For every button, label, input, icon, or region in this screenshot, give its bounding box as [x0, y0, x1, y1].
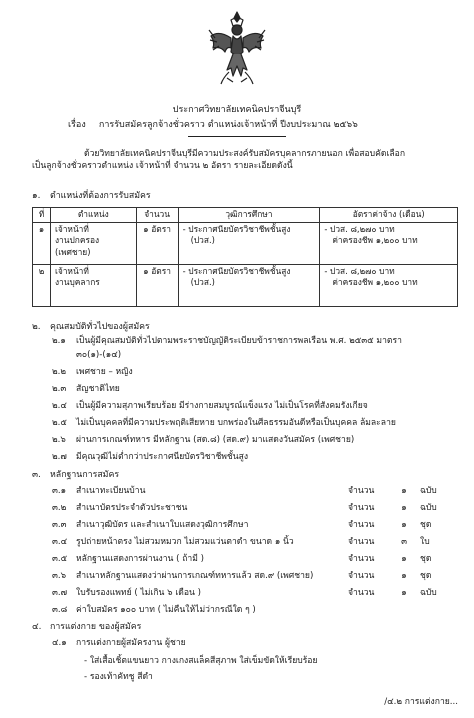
document-item: ๓.๕ หลักฐานแสดงการผ่านงาน ( ถ้ามี ) จำนวน ๑ ชุด: [52, 554, 432, 564]
row-no: ๒: [33, 265, 51, 307]
section-3-heading: ๓. หลักฐานการสมัคร: [32, 470, 120, 480]
document-item: ๓.๗ ใบรับรองแพทย์ ( ไม่เกิน ๖ เดือน ) จำนวน ๑ ฉบับ: [52, 588, 437, 598]
intro-line-2: เป็นลูกจ้างชั่วคราวตำแหน่ง เจ้าหน้าที่ จำนวน ๒ อัตรา รายละเอียดดังนี้: [32, 160, 293, 171]
subject-text: การรับสมัครลูกจ้างชั่วคราว ตำแหน่งเจ้าหน้าที่ ปีงบประมาณ ๒๕๖๖: [98, 120, 358, 130]
intro-line-1: ด้วยวิทยาลัยเทคนิคปราจีนบุรีมีความประสงค์รับสมัครบุคลากรภายนอก เพื่อสอบคัดเลือก: [84, 149, 406, 159]
table-row: [33, 265, 458, 307]
col-salary: อัตราค่าจ้าง (เดือน): [320, 208, 458, 223]
row-no: ๑: [33, 223, 51, 265]
col-position: ตำแหน่ง: [50, 208, 136, 223]
col-education: วุฒิการศึกษา: [178, 208, 320, 223]
document-item: ๓.๔ รูปถ่ายหน้าตรง ไม่สวมหมวก ไม่สวมแว่นตาดำ ขนาด ๑ นิ้ว จำนวน ๓ ใบ: [52, 537, 430, 547]
row-count: ๑ อัตรา: [136, 265, 178, 307]
announcement-subject: [68, 119, 444, 131]
list-item: ๔.๑ การแต่งกายผู้สมัครงาน ผู้ชาย: [52, 638, 186, 648]
list-item: ๒.๒ เพศชาย – หญิง: [52, 367, 133, 377]
list-item: ๒.๖ ผ่านการเกณฑ์ทหาร มีหลักฐาน (สด.๘) (สด.๙) มาแสดงวันสมัคร (เพศชาย): [52, 435, 355, 445]
row-count: ๑ อัตรา: [136, 223, 178, 265]
table-header-row: [33, 208, 458, 223]
list-item: ๒.๗ มีคุณวุฒิไม่ต่ำกว่าประกาศนียบัตรวิชาชีพชั้นสูง: [52, 452, 249, 462]
row-education: - ประกาศนียบัตรวิชาชีพชั้นสูง (ปวส.): [178, 223, 320, 265]
document-item: ๓.๒ สำเนาบัตรประจำตัวประชาชน จำนวน ๑ ฉบับ: [52, 503, 437, 513]
positions-table: [32, 207, 458, 307]
col-no: ที่: [33, 208, 51, 223]
list-item: ๒.๔ เป็นผู้มีความสุภาพเรียบร้อย มีร่างกายสมบูรณ์แข็งแรง ไม่เป็นโรคที่สังคมรังเกียจ: [52, 401, 368, 411]
document-item: ๓.๘ ค่าใบสมัคร ๑๐๐ บาท ( ไม่คืนให้ไม่ว่ากรณีใด ๆ ): [52, 605, 256, 615]
intro-paragraph: [32, 149, 454, 172]
document-item: ๓.๖ สำเนาหลักฐานแสดงว่าผ่านการเกณฑ์ทหารแล้ว สด.๙ (เพศชาย) จำนวน ๑ ชุด: [52, 571, 432, 581]
row-position: เจ้าหน้าที่ งานปกครอง (เพศชาย): [50, 223, 136, 265]
table-row: [33, 223, 458, 265]
announcement-title: ประกาศวิทยาลัยเทคนิคปราจีนบุรี: [172, 105, 302, 115]
row-salary: - ปวส. ๘,๒๗๐ บาท ค่าครองชีพ ๑,๒๐๐ บาท: [320, 223, 458, 265]
section-2-heading: ๒. คุณสมบัติทั่วไปของผู้สมัคร: [32, 322, 150, 332]
garuda-emblem-icon: [207, 8, 267, 86]
subject-label: เรื่อง: [68, 120, 86, 130]
col-count: จำนวน: [136, 208, 178, 223]
list-item: ๒.๑ เป็นผู้มีคุณสมบัติทั่วไปตามพระราชบัญญัติระเบียบข้าราชการพลเรือน พ.ศ. ๒๕๓๕ มาตรา: [52, 336, 402, 346]
dress-rule-1: - ใส่เสื้อเชิ้ตแขนยาว กางเกงสแล็คสีสุภาพ ใส่เข็มขัดให้เรียบร้อย: [84, 656, 318, 666]
row-position: เจ้าหน้าที่ งานบุคลากร: [50, 265, 136, 307]
list-item: ๒.๕ ไม่เป็นบุคคลที่มีความประพฤติเสียหาย บกพร่องในศีลธรรมอันดีหรือเป็นบุคคล ล้มละลาย: [52, 418, 396, 428]
continued-marker: /๔.๒ การแต่งกาย...: [384, 697, 458, 707]
row-salary: - ปวส. ๘,๒๗๐ บาท ค่าครองชีพ ๑,๒๐๐ บาท: [320, 265, 458, 307]
row-education: - ประกาศนียบัตรวิชาชีพชั้นสูง (ปวส.): [178, 265, 320, 307]
section-4-heading: ๔. การแต่งกาย ของผู้สมัคร: [32, 622, 142, 632]
document-item: ๓.๑ สำเนาทะเบียนบ้าน จำนวน ๑ ฉบับ: [52, 486, 437, 496]
dress-rule-2: - รองเท้าคัทชู สีดำ: [84, 672, 153, 682]
document-item: ๓.๓ สำเนาวุฒิบัตร และสำเนาใบแสดงวุฒิการศึกษา จำนวน ๑ ชุด: [52, 520, 432, 530]
section-1-heading: ๑. ตำแหน่งที่ต้องการรับสมัคร: [32, 191, 151, 201]
header-divider: [188, 136, 286, 137]
list-item: ๒.๓ สัญชาติไทย: [52, 384, 120, 394]
list-item-continued: ๓๐(๑)-(๑๔): [76, 350, 122, 360]
